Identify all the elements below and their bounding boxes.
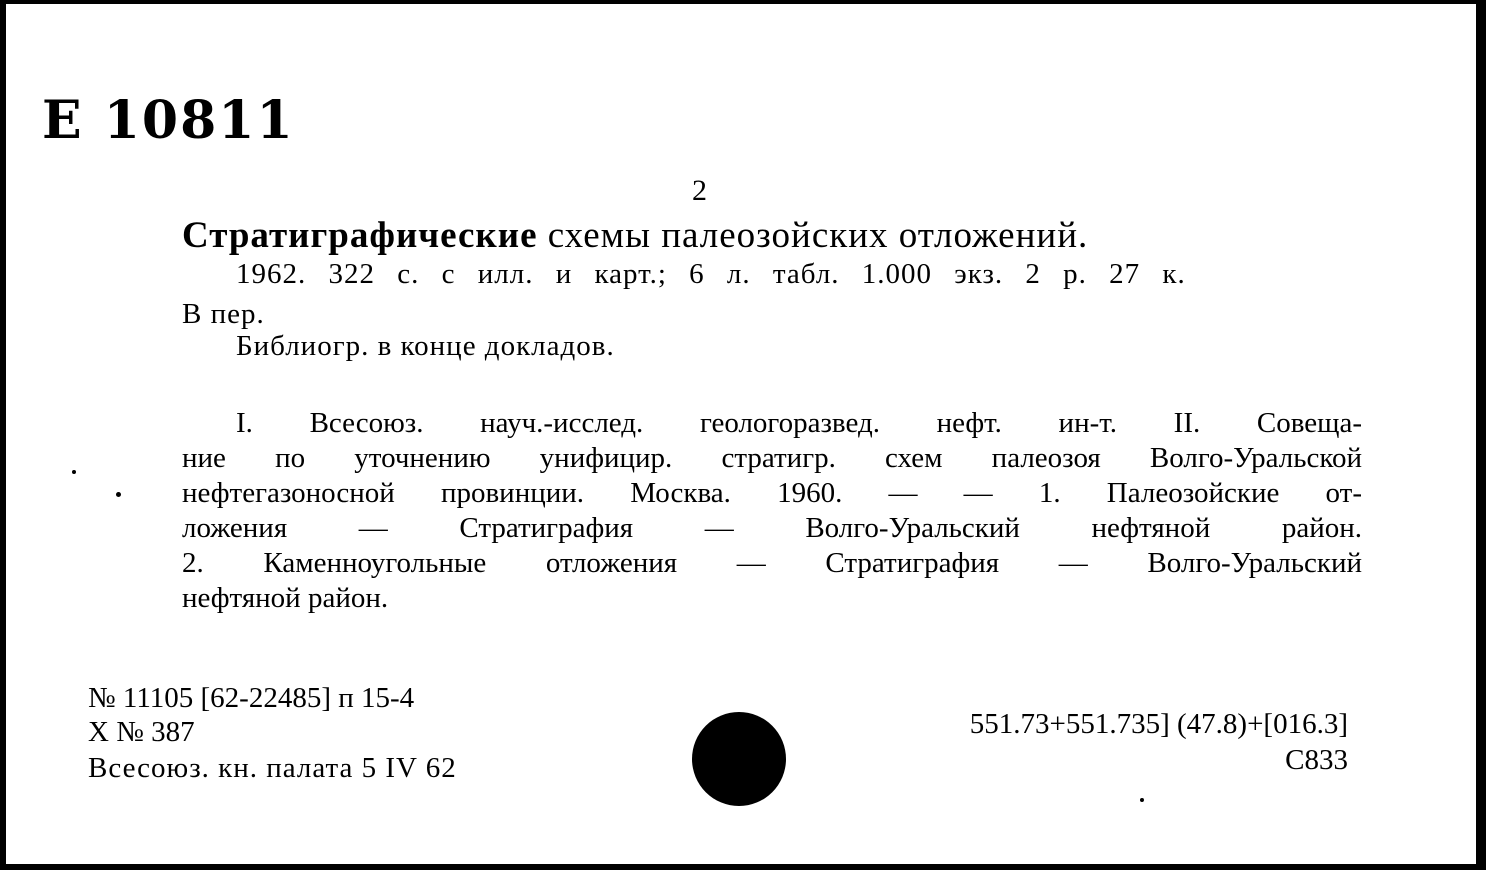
cutter-code: С833 (1285, 744, 1348, 776)
handwritten-catalog-number: Е 10811 (42, 90, 295, 151)
udc-classification: 551.73+551.735] (47.8)+[016.3] (969, 708, 1348, 740)
note-line: ложения — Стратиграфия — Волго-Уральский нефтяной район. (182, 512, 1362, 544)
bibliography-line: Библиогр. в конце докладов. (236, 330, 615, 362)
subject-notes (182, 406, 1362, 616)
note-line: I. Всесоюз. науч.-исслед. геологоразвед. нефт. ин-т. II. Совеща- (236, 407, 1362, 439)
ink-speck (72, 470, 76, 474)
registry-line: № 11105 [62-22485] п 15-4 (88, 682, 415, 714)
title-bold-part: Стратиграфические (182, 215, 538, 256)
note-line: нефтегазоносной провинции. Москва. 1960. — — 1. Палеозойские от- (182, 477, 1362, 509)
order-line: Х № 387 (88, 716, 195, 748)
ink-speck (1140, 798, 1144, 802)
book-title (182, 214, 1088, 257)
copy-number: 2 (692, 174, 707, 207)
binding-line: В пер. (182, 298, 265, 330)
title-rest: схемы палеозойских отложений. (547, 215, 1089, 256)
book-chamber-line: Всесоюз. кн. палата 5 IV 62 (88, 752, 457, 784)
note-line: 2. Каменноугольные отложения — Стратиграфия — Волго-Уральский (182, 547, 1362, 579)
ink-speck (116, 492, 121, 497)
catalog-card (6, 4, 1476, 864)
imprint-line: 1962. 322 с. с илл. и карт.; 6 л. табл. 1.000 экз. 2 р. 27 к. (236, 258, 1186, 290)
note-line: ние по уточнению унифицир. стратигр. схем палеозоя Волго-Уральской (182, 442, 1362, 474)
punch-hole (692, 712, 786, 806)
note-line: нефтяной район. (182, 582, 389, 614)
